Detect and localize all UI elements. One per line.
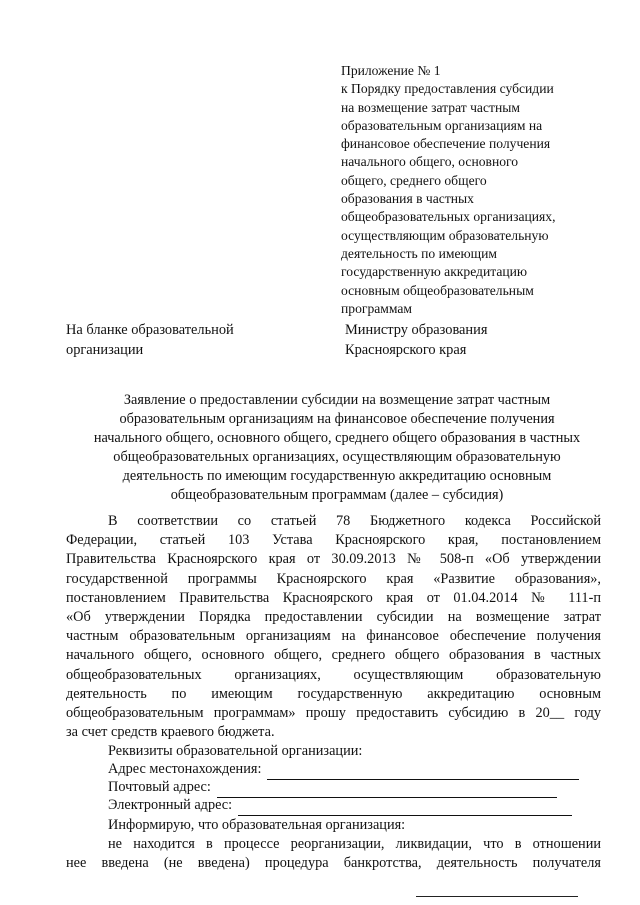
appendix-line: общего, среднего общего — [341, 172, 487, 188]
appendix-line: основным общеобразовательным — [341, 282, 534, 298]
body-line: деятельность по имеющим государственную аккредитацию основным — [66, 685, 601, 702]
appendix-line: на возмещение затрат частным — [341, 99, 520, 115]
addressee — [345, 320, 605, 360]
body-line: общеобразовательным программам» прошу предоставить субсидию в 20__ году — [66, 705, 601, 722]
postal-address-label: Почтовый адрес: — [108, 779, 211, 796]
title-line: образовательным организациям на финансовое обеспечение получения — [119, 410, 555, 427]
postal-address-row — [66, 780, 601, 798]
addressee-line: Красноярского края — [345, 342, 467, 358]
title-line: общеобразовательным программам (далее – субсидия) — [170, 486, 504, 503]
body-line: Правительства Красноярского края от 30.09.2013 № 508-п «Об утверждении — [66, 551, 601, 568]
body-line: государственной программы Красноярского края «Развитие образования», — [66, 570, 601, 587]
title-line: общеобразовательных организациях, осуществляющим образовательную — [113, 448, 561, 465]
requisites-label: Реквизиты образовательной организации: — [108, 743, 363, 760]
email-address-row — [66, 798, 601, 816]
scan-edge-line — [416, 896, 578, 897]
appendix-line: общеобразовательных организациях, — [341, 209, 556, 225]
body-line: за счет средств краевого бюджета. — [66, 724, 275, 741]
body-line: общеобразовательных организациях, осуществляющим образовательную — [66, 666, 601, 683]
appendix-line: Приложение № 1 — [341, 63, 441, 78]
appendix-line: начального общего, основного — [341, 154, 519, 170]
appendix-line: государственную аккредитацию — [341, 264, 528, 280]
email-address-field[interactable] — [238, 802, 572, 816]
appendix-line: образовательным организациям на — [341, 117, 543, 133]
location-address-label: Адрес местонахождения: — [108, 761, 262, 778]
appendix-line: деятельность по имеющим — [341, 245, 498, 261]
inform-label: Информирую, что образовательная организация: — [108, 816, 406, 833]
body-line: «Об утверждении Порядка предоставлении субсидии на возмещение затрат — [66, 609, 601, 626]
addressee-line: Министру образования — [345, 322, 488, 338]
appendix-line: программам — [341, 300, 413, 316]
appendix-line: образования в частных — [341, 191, 474, 207]
body-line: В соответствии со статьей 78 Бюджетного кодекса Российской — [108, 513, 601, 529]
body-line: частным образовательным организациям на финансовое обеспечение получения — [66, 628, 601, 645]
body-line: Федерации, статьей 103 Устава Красноярского края, постановлением — [66, 532, 601, 549]
letterhead-note — [66, 320, 306, 360]
appendix-line: осуществляющим образовательную — [341, 227, 549, 243]
appendix-line: к Порядку предоставления субсидии — [341, 81, 554, 97]
location-address-field[interactable] — [267, 766, 579, 780]
title-line: начального общего, основного общего, среднего общего образования в частных — [93, 429, 581, 446]
application-title — [66, 391, 608, 504]
title-line: Заявление о предоставлении субсидии на возмещение затрат частным — [123, 392, 551, 408]
appendix-line: финансовое обеспечение получения — [341, 136, 551, 152]
appendix-header — [341, 62, 609, 318]
application-body — [66, 512, 601, 873]
email-address-label: Электронный адрес: — [108, 797, 233, 814]
body-line: начального общего, основного общего, среднего общего образования в частных — [66, 647, 601, 664]
location-address-row — [66, 762, 601, 780]
letterhead-line: На бланке образовательной — [66, 322, 234, 338]
status-line: нее введена (не введена) процедура банкротства, деятельность получателя — [66, 855, 601, 872]
body-line: постановлением Правительства Красноярского края от 01.04.2014 № 111-п — [66, 589, 601, 606]
status-line: не находится в процессе реорганизации, ликвидации, что в отношении — [108, 835, 601, 852]
title-line: деятельность по имеющим государственную аккредитацию основным — [122, 467, 552, 484]
postal-address-field[interactable] — [217, 784, 557, 798]
letterhead-line: организации — [66, 342, 144, 358]
